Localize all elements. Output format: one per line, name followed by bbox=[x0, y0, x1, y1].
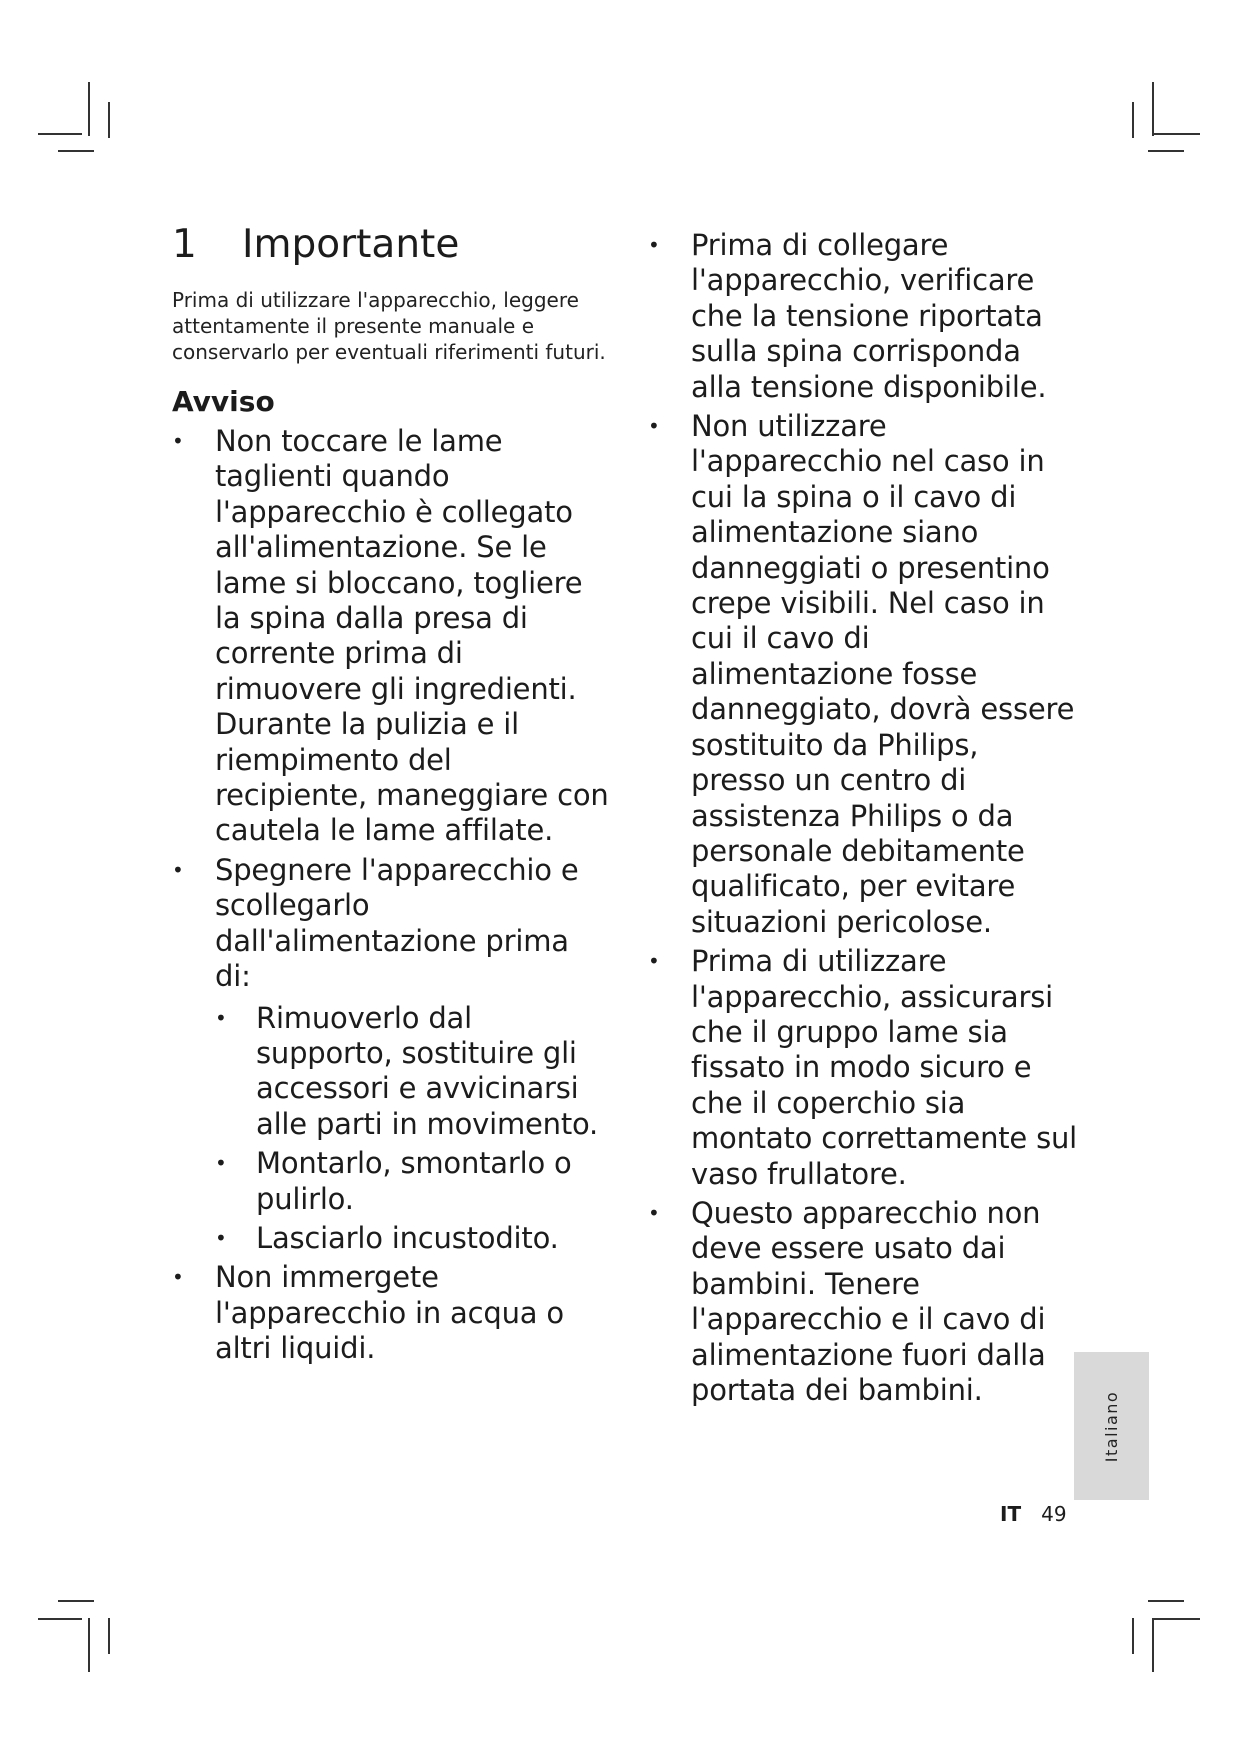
chapter-number: 1 bbox=[172, 222, 197, 267]
list-item-text: Questo apparecchio non deve essere usato dai bambini. Tenere l'apparecchio e il cavo di alimentazione fuori dalla portata dei bambini. bbox=[691, 1195, 1046, 1407]
sub-list-item bbox=[215, 1146, 612, 1217]
language-tab bbox=[1074, 1352, 1149, 1500]
warning-list bbox=[172, 424, 612, 1367]
sub-list bbox=[215, 1001, 612, 1257]
list-item bbox=[172, 853, 612, 1256]
warning-list-continued bbox=[648, 228, 1078, 1408]
list-item-text: Non immergete l'apparecchio in acqua o altri liquidi. bbox=[215, 1260, 564, 1366]
language-tab-label: Italiano bbox=[1101, 1390, 1121, 1462]
sub-list-item-text: Rimuoverlo dal supporto, sostituire gli accessori e avvicinarsi alle parti in movimento. bbox=[256, 1000, 599, 1141]
list-item bbox=[172, 424, 612, 849]
bullet-icon: • bbox=[172, 1265, 184, 1290]
sub-list-item bbox=[215, 1221, 612, 1256]
left-column bbox=[172, 222, 612, 1371]
bullet-icon: • bbox=[648, 414, 660, 439]
list-item-text: Non utilizzare l'apparecchio nel caso in cui la spina o il cavo di alimentazione siano danneggiati o presentino crepe visibili. Nel caso in cui il cavo di alimentazione fosse danneggiato, dovrà essere sostituito da Philips, presso un centro di assistenza Philips o da personale debitamente qualificato, per evitare situazioni pericolose. bbox=[691, 409, 1075, 939]
list-item-text: Spegnere l'apparecchio e scollegarlo dall'alimentazione prima di: bbox=[215, 852, 579, 994]
list-item bbox=[648, 944, 1078, 1192]
bullet-icon: • bbox=[215, 1005, 227, 1030]
bullet-icon: • bbox=[172, 857, 184, 882]
right-column bbox=[648, 228, 1078, 1412]
sub-list-item bbox=[215, 1001, 612, 1143]
list-item bbox=[648, 228, 1078, 405]
bullet-icon: • bbox=[215, 1225, 227, 1250]
language-code: IT bbox=[1000, 1502, 1022, 1526]
chapter-heading bbox=[172, 222, 612, 267]
bullet-icon: • bbox=[648, 949, 660, 974]
bullet-icon: • bbox=[648, 1200, 660, 1225]
list-item bbox=[172, 1260, 612, 1366]
intro-paragraph: Prima di utilizzare l'apparecchio, leggere attentamente il presente manuale e conservarlo per eventuali riferimenti futuri. bbox=[172, 288, 606, 364]
bullet-icon: • bbox=[648, 233, 660, 257]
bullet-icon: • bbox=[215, 1151, 227, 1176]
sub-list-item-text: Lasciarlo incustodito. bbox=[256, 1220, 559, 1255]
list-item-text: Prima di utilizzare l'apparecchio, assicurarsi che il gruppo lame sia fissato in modo sicuro e che il coperchio sia montato correttamente sul vaso frullatore. bbox=[691, 944, 1078, 1191]
chapter-title: Importante bbox=[242, 222, 460, 267]
list-item bbox=[648, 1196, 1078, 1408]
list-item bbox=[648, 409, 1078, 940]
warning-heading: Avviso bbox=[172, 385, 275, 418]
page-number: 49 bbox=[1041, 1502, 1067, 1526]
page-footer bbox=[1000, 1502, 1067, 1526]
list-item-text: Prima di collegare l'apparecchio, verificare che la tensione riportata sulla spina corrisponda alla tensione disponibile. bbox=[691, 228, 1047, 404]
sub-list-item-text: Montarlo, smontarlo o pulirlo. bbox=[256, 1146, 572, 1216]
list-item-text: Non toccare le lame taglienti quando l'apparecchio è collegato all'alimentazione. Se le lame si bloccano, togliere la spina dalla presa di corrente prima di rimuovere gli ingredienti. Durante la pulizia e il riempimento del recipiente, maneggiare con cautela le lame affilate. bbox=[215, 424, 609, 848]
bullet-icon: • bbox=[172, 429, 184, 453]
